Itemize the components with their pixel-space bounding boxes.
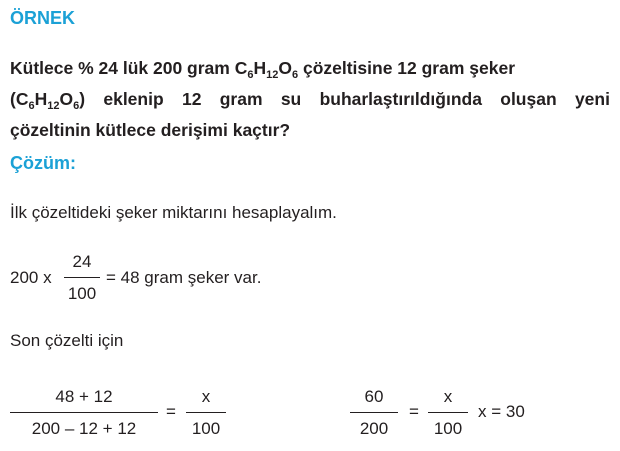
calc3-right-numerator: x bbox=[443, 387, 453, 406]
calc3-equals: = bbox=[409, 402, 419, 421]
fraction-bar bbox=[186, 412, 226, 413]
word: su bbox=[280, 89, 302, 109]
solution-label: Çözüm: bbox=[10, 153, 76, 173]
fraction-bar bbox=[350, 412, 398, 413]
calc3-left-denominator: 200 bbox=[359, 419, 389, 439]
calc2-right-denominator: 100 bbox=[191, 419, 221, 439]
example-heading: ÖRNEK bbox=[10, 8, 76, 28]
calc2-right-fraction bbox=[186, 387, 226, 439]
fraction-bar bbox=[64, 277, 100, 278]
word: eklenip bbox=[103, 89, 164, 109]
calc2-left-fraction bbox=[10, 387, 158, 439]
formula: $(C_6H_{12}O_6)$ bbox=[10, 89, 86, 112]
calc2-equals: = bbox=[166, 402, 176, 421]
step-1-text: İlk çözeltideki şeker miktarını hesaplayalım. bbox=[10, 203, 337, 222]
calc3-left-numerator: 60 bbox=[364, 387, 384, 406]
word: oluşan bbox=[500, 89, 557, 109]
calc1-denominator: 100 bbox=[67, 284, 97, 304]
calc1-prefix: 200 x bbox=[10, 268, 52, 287]
calc3-right-denominator: 100 bbox=[433, 419, 463, 439]
question-line-2 bbox=[10, 89, 610, 110]
fraction-bar bbox=[10, 412, 158, 413]
word: gram bbox=[219, 89, 263, 109]
calc2-left-numerator: 48 + 12 bbox=[55, 387, 113, 406]
word: 12 bbox=[181, 89, 202, 109]
calc3-result: x = 30 bbox=[478, 402, 525, 421]
calc1-fraction bbox=[64, 252, 100, 304]
calc2-right-numerator: x bbox=[201, 387, 211, 406]
word: yeni bbox=[574, 89, 610, 109]
calc2-left-denominator: 200 – 12 + 12 bbox=[31, 419, 137, 439]
calc1-suffix: = 48 gram şeker var. bbox=[106, 268, 262, 287]
question-line-1-content: Kütlece % 24 lük 200 gram $C_6H_{12}O_6$ çözeltisine 12 gram şeker bbox=[10, 58, 516, 81]
question-line-1 bbox=[10, 58, 610, 79]
word: buharlaştırıldığında bbox=[319, 89, 482, 109]
calc3-right-fraction bbox=[428, 387, 468, 439]
calc1-numerator: 24 bbox=[72, 252, 92, 271]
step-2-text: Son çözelti için bbox=[10, 331, 124, 350]
question-text bbox=[10, 0, 610, 150]
question-line-3: çözeltinin kütlece derişimi kaçtır? bbox=[10, 120, 291, 140]
calc3-left-fraction bbox=[350, 387, 398, 439]
fraction-bar bbox=[428, 412, 468, 413]
